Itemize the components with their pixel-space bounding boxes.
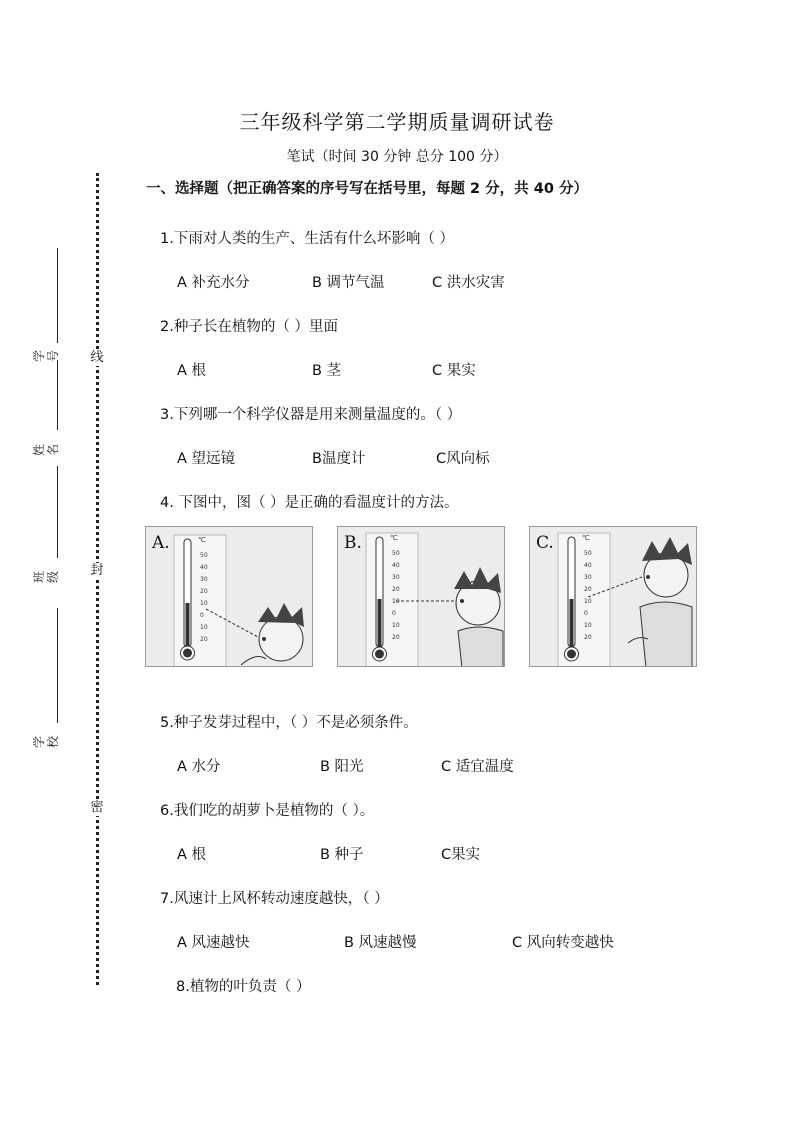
svg-text:℃: ℃	[582, 534, 590, 542]
q3-option-b: B温度计	[312, 451, 366, 467]
q1-option-a: A 补充水分	[177, 275, 250, 291]
question-7: 7.风速计上风杯转动速度越快，（ ）	[160, 891, 389, 907]
class-line	[57, 466, 58, 558]
binding-dotted-line	[96, 173, 99, 985]
figure-panel-c	[529, 526, 697, 667]
binding-word-seal: 封	[90, 563, 104, 578]
svg-text:30: 30	[584, 574, 592, 581]
question-6: 6.我们吃的胡萝卜是植物的（ ）。	[160, 803, 375, 819]
name-line	[57, 360, 58, 430]
panel-letter-b: B.	[344, 533, 362, 553]
q1-option-c: C 洪水灾害	[432, 275, 505, 291]
thermometer-boy-a-illustration	[146, 527, 313, 667]
svg-text:0: 0	[584, 610, 588, 617]
panel-letter-c: C.	[536, 533, 554, 553]
student-id-label: 学号	[32, 350, 60, 363]
svg-text:20: 20	[392, 586, 400, 593]
q2-option-a: A 根	[177, 363, 207, 379]
svg-text:40: 40	[200, 564, 208, 571]
school-line	[57, 608, 58, 723]
svg-text:℃: ℃	[390, 534, 398, 542]
school-label: 学校	[32, 736, 60, 749]
svg-text:20: 20	[584, 634, 592, 641]
svg-text:50: 50	[584, 550, 592, 557]
question-1: 1.下雨对人类的生产、生活有什么坏影响（ ）	[160, 231, 454, 247]
svg-text:10: 10	[584, 598, 592, 605]
q5-option-b: B 阳光	[320, 759, 364, 775]
student-id-line	[57, 248, 58, 343]
q5-option-a: A 水分	[177, 759, 221, 775]
svg-text:30: 30	[392, 574, 400, 581]
q7-option-c: C 风向转变越快	[512, 935, 614, 951]
svg-text:10: 10	[200, 624, 208, 631]
svg-text:℃: ℃	[198, 536, 206, 544]
q3-option-a: A 望远镜	[177, 451, 236, 467]
svg-text:30: 30	[200, 576, 208, 583]
binding-word-line: 线	[90, 350, 104, 365]
svg-text:0: 0	[392, 610, 396, 617]
q2-option-c: C 果实	[432, 363, 476, 379]
section-heading: 一、选择题（把正确答案的序号写在括号里，每题 2 分，共 40 分）	[146, 181, 588, 197]
figure-panel-b	[337, 526, 505, 667]
thermometer-boy-c-illustration	[530, 527, 697, 667]
svg-text:20: 20	[200, 588, 208, 595]
svg-text:10: 10	[392, 622, 400, 629]
q6-option-a: A 根	[177, 847, 207, 863]
svg-text:40: 40	[392, 562, 400, 569]
svg-text:10: 10	[584, 622, 592, 629]
svg-text:20: 20	[200, 636, 208, 643]
q3-option-c: C风向标	[436, 451, 490, 467]
q7-option-a: A 风速越快	[177, 935, 250, 951]
question-3: 3.下列哪一个科学仪器是用来测量温度的。（ ）	[160, 407, 462, 423]
name-label: 姓名	[32, 444, 60, 457]
question-2: 2.种子长在植物的（ ）里面	[160, 319, 338, 335]
q7-option-b: B 风速越慢	[344, 935, 417, 951]
exam-info: 笔试（时间 30 分钟 总分 100 分）	[286, 149, 508, 165]
question-8: 8.植物的叶负责（ ）	[176, 979, 311, 995]
figure-panel-a	[145, 526, 313, 667]
svg-text:50: 50	[392, 550, 400, 557]
svg-text:0: 0	[200, 612, 204, 619]
q5-option-c: C 适宜温度	[441, 759, 514, 775]
panel-letter-a: A.	[152, 533, 170, 553]
page-title: 三年级科学第二学期质量调研试卷	[239, 110, 555, 134]
svg-text:40: 40	[584, 562, 592, 569]
question-5: 5.种子发芽过程中，（ ）不是必须条件。	[160, 715, 418, 731]
class-label: 班级	[32, 571, 60, 584]
q6-option-b: B 种子	[320, 847, 364, 863]
q6-option-c: C果实	[441, 847, 481, 863]
svg-text:20: 20	[584, 586, 592, 593]
svg-text:20: 20	[392, 634, 400, 641]
question-4: 4. 下图中，图（ ）是正确的看温度计的方法。	[160, 495, 459, 511]
q2-option-b: B 茎	[312, 363, 342, 379]
q1-option-b: B 调节气温	[312, 275, 385, 291]
svg-text:10: 10	[392, 598, 400, 605]
thermometer-boy-b-illustration	[338, 527, 505, 667]
svg-text:10: 10	[200, 600, 208, 607]
svg-text:50: 50	[200, 552, 208, 559]
binding-word-secret: 密	[90, 800, 104, 815]
